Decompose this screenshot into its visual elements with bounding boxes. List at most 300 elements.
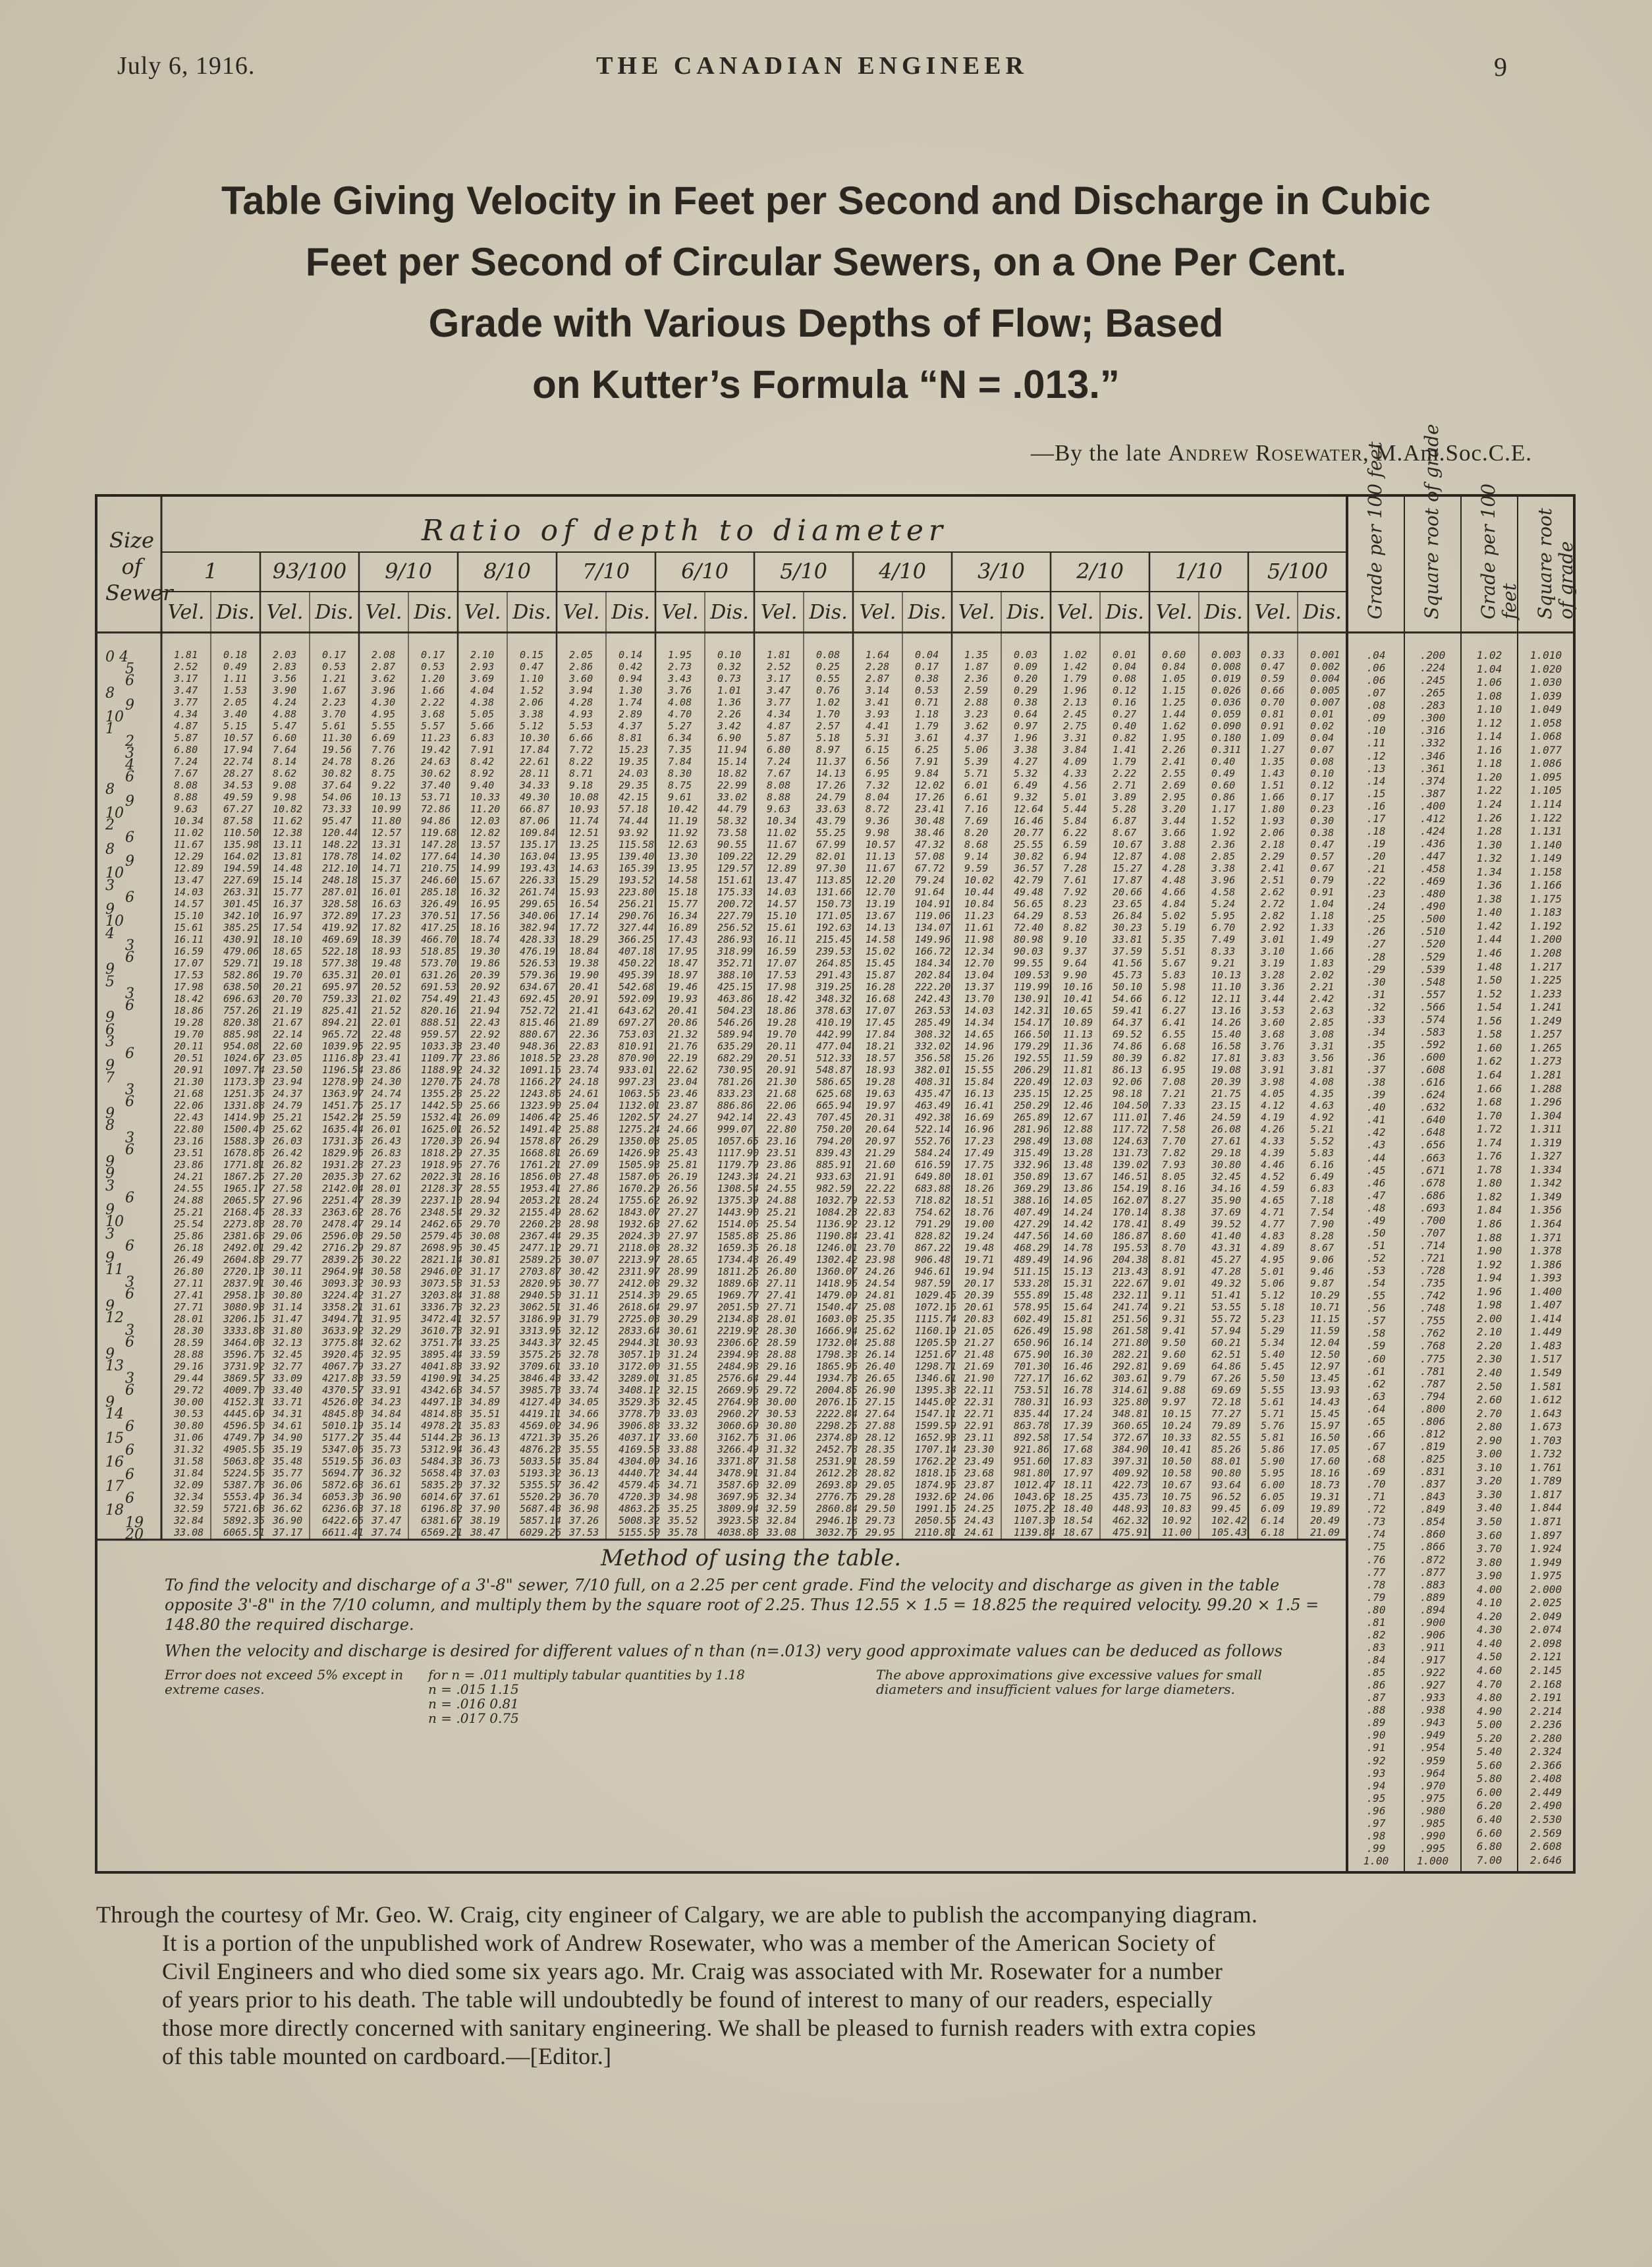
velocity-cell: 31.58	[767, 1455, 797, 1467]
discharge-cell: 30.23	[1113, 922, 1143, 934]
velocity-cell: 34.57	[470, 1384, 501, 1396]
discharge-cell: 0.090	[1211, 720, 1242, 732]
velocity-cell: 19.70	[767, 1028, 797, 1040]
sewer-size-label: 2	[125, 733, 134, 750]
discharge-cell: 49.32	[1211, 1277, 1242, 1289]
velocity-cell: 10.75	[1162, 1491, 1192, 1503]
velocity-cell: 7.64	[273, 744, 297, 756]
velocity-cell: 27.23	[372, 1159, 402, 1171]
velocity-cell: 20.39	[470, 969, 501, 981]
discharge-cell: 34.33	[520, 779, 550, 791]
velocity-cell: 20.41	[569, 981, 599, 993]
discharge-cell: 942.14	[717, 1111, 754, 1123]
discharge-cell: 23.15	[1211, 1100, 1242, 1111]
velocity-cell: 0.47	[1261, 661, 1285, 673]
velocity-cell: 25.46	[569, 1111, 599, 1123]
grade-value: .400	[1419, 799, 1446, 812]
velocity-cell: 4.95	[372, 708, 396, 720]
discharge-cell: 2128.37	[421, 1183, 463, 1194]
velocity-cell: 7.72	[569, 744, 593, 756]
velocity-cell: 24.66	[668, 1123, 698, 1135]
velocity-cell: 28.01	[372, 1183, 402, 1194]
velocity-cell: 28.59	[767, 1337, 797, 1349]
velocity-cell: 15.55	[964, 1064, 995, 1076]
discharge-cell: 2298.25	[816, 1420, 858, 1432]
grade-value: .707	[1419, 1226, 1446, 1239]
grade-value: 1.414	[1529, 1312, 1562, 1325]
discharge-cell: 193.43	[520, 862, 556, 874]
discharge-cell: 119.68	[421, 827, 457, 839]
grade-value: 1.817	[1529, 1488, 1562, 1501]
grade-value: 1.281	[1529, 1068, 1562, 1081]
sewer-size-label: 2	[105, 817, 115, 834]
grade-value: .300	[1419, 712, 1446, 725]
sewer-size-label: 9	[105, 1154, 115, 1171]
discharge-subheader: Dis.	[908, 601, 947, 624]
discharge-cell: 1931.28	[322, 1159, 364, 1171]
velocity-cell: 7.24	[767, 756, 791, 768]
discharge-cell: 1542.24	[322, 1111, 364, 1123]
velocity-cell: 24.06	[964, 1491, 995, 1503]
grade-value: 1.16	[1476, 743, 1502, 756]
velocity-cell: 35.83	[470, 1420, 501, 1432]
grade-value: 1.183	[1529, 906, 1562, 919]
grade-value: 1.38	[1476, 892, 1502, 905]
velocity-cell: 14.96	[1063, 1254, 1093, 1266]
grade-value: 1.08	[1476, 689, 1502, 702]
velocity-cell: 26.69	[569, 1147, 599, 1159]
discharge-cell: 57.08	[915, 851, 945, 862]
discharge-cell: 318.99	[717, 945, 754, 957]
grade-value: .88	[1366, 1704, 1386, 1717]
grade-value: .616	[1419, 1076, 1446, 1089]
discharge-cell: 1588.39	[223, 1135, 265, 1147]
discharge-cell: 8.67	[1113, 827, 1137, 839]
velocity-cell: 10.65	[1063, 1005, 1093, 1017]
velocity-cell: 29.50	[866, 1503, 896, 1515]
discharge-cell: 13.45	[1310, 1372, 1340, 1384]
velocity-cell: 6.80	[174, 744, 198, 756]
discharge-cell: 3186.99	[520, 1313, 562, 1325]
discharge-cell: 291.43	[816, 969, 852, 981]
velocity-cell: 2.52	[174, 661, 198, 673]
grade-value: 1.265	[1529, 1041, 1562, 1054]
velocity-cell: 23.51	[174, 1147, 204, 1159]
discharge-subheader: Dis.	[414, 601, 453, 624]
grade-value: .89	[1366, 1716, 1386, 1729]
velocity-cell: 5.34	[1261, 1337, 1285, 1349]
velocity-cell: 5.27	[668, 720, 692, 732]
velocity-cell: 14.57	[767, 898, 797, 910]
velocity-cell: 12.03	[1063, 1076, 1093, 1088]
grade-value: 4.00	[1476, 1582, 1502, 1596]
velocity-cell: 15.48	[1063, 1289, 1093, 1301]
discharge-cell: 3371.87	[717, 1455, 759, 1467]
velocity-cell: 27.71	[767, 1301, 797, 1313]
discharge-cell: 815.46	[520, 1017, 556, 1028]
velocity-cell: 1.87	[964, 661, 989, 673]
velocity-cell: 27.41	[174, 1289, 204, 1301]
discharge-cell: 3478.91	[717, 1467, 759, 1479]
discharge-cell: 894.21	[322, 1017, 358, 1028]
discharge-cell: 308.32	[915, 1028, 951, 1040]
grade-value: 1.32	[1476, 852, 1502, 865]
sewer-size-label: 6	[125, 1189, 134, 1206]
velocity-cell: 18.54	[1063, 1515, 1093, 1526]
discharge-cell: 241.74	[1113, 1301, 1149, 1313]
grade-value: 2.168	[1529, 1677, 1562, 1691]
discharge-cell: 8.81	[619, 732, 643, 744]
grade-value: .93	[1366, 1766, 1386, 1779]
discharge-cell: 906.48	[915, 1254, 951, 1266]
velocity-cell: 23.28	[569, 1052, 599, 1064]
velocity-cell: 28.01	[174, 1313, 204, 1325]
velocity-cell: 33.08	[767, 1526, 797, 1538]
velocity-cell: 3.20	[1162, 803, 1186, 815]
grade-value: .520	[1419, 938, 1446, 951]
velocity-cell: 26.03	[273, 1135, 303, 1147]
velocity-cell: 7.82	[1162, 1147, 1186, 1159]
discharge-cell: 0.04	[1310, 732, 1335, 744]
velocity-cell: 32.34	[767, 1491, 797, 1503]
grade-value: .74	[1366, 1528, 1386, 1541]
discharge-cell: 634.67	[520, 981, 556, 993]
discharge-cell: 206.29	[1014, 1064, 1050, 1076]
velocity-cell: 4.70	[668, 708, 692, 720]
velocity-cell: 3.19	[1261, 957, 1285, 969]
discharge-cell: 2.71	[1113, 779, 1137, 791]
velocity-cell: 3.90	[273, 685, 297, 696]
velocity-cell: 4.95	[1261, 1254, 1285, 1266]
velocity-cell: 2.83	[273, 661, 297, 673]
velocity-cell: 16.37	[273, 898, 303, 910]
discharge-cell: 1856.08	[520, 1171, 562, 1183]
grade-value: .64	[1366, 1402, 1386, 1415]
velocity-cell: 28.88	[767, 1349, 797, 1360]
grade-value: 4.20	[1476, 1609, 1502, 1623]
grade-value: 1.732	[1529, 1447, 1562, 1461]
velocity-cell: 2.41	[1162, 756, 1186, 768]
discharge-cell: 2168.46	[223, 1206, 265, 1218]
velocity-cell: 28.30	[174, 1325, 204, 1337]
discharge-cell: 428.33	[520, 934, 556, 945]
grade-value: 2.608	[1529, 1840, 1562, 1853]
discharge-cell: 2.42	[1310, 993, 1335, 1005]
velocity-cell: 16.69	[964, 1111, 995, 1123]
grade-value: 1.78	[1476, 1163, 1502, 1176]
discharge-cell: 51.41	[1211, 1289, 1242, 1301]
discharge-cell: 41.56	[1113, 957, 1143, 969]
discharge-cell: 542.68	[619, 981, 655, 993]
discharge-cell: 3.38	[520, 708, 544, 720]
velocity-cell: 6.59	[1063, 839, 1088, 851]
velocity-cell: 2.05	[569, 649, 593, 661]
grade-value: 1.761	[1529, 1461, 1562, 1474]
discharge-cell: 2776.75	[816, 1491, 858, 1503]
discharge-cell: 5835.20	[421, 1479, 463, 1491]
velocity-cell: 31.61	[372, 1301, 402, 1313]
velocity-cell: 6.95	[1162, 1064, 1186, 1076]
discharge-cell: 11.10	[1211, 981, 1242, 993]
velocity-cell: 26.80	[767, 1266, 797, 1277]
discharge-cell: 54.06	[322, 791, 352, 803]
velocity-cell: 13.86	[1063, 1183, 1093, 1194]
grade-value: .458	[1419, 862, 1446, 876]
discharge-cell: 2.23	[322, 696, 346, 708]
grade-value: .48	[1366, 1201, 1386, 1214]
discharge-cell: 820.16	[421, 1005, 457, 1017]
velocity-cell: 15.61	[174, 922, 204, 934]
discharge-cell: 135.98	[223, 839, 260, 851]
velocity-cell: 19.18	[273, 957, 303, 969]
velocity-cell: 8.08	[174, 779, 198, 791]
velocity-cell: 14.78	[1063, 1242, 1093, 1254]
discharge-cell: 4342.68	[421, 1384, 463, 1396]
discharge-cell: 388.10	[717, 969, 754, 981]
discharge-cell: 4579.45	[619, 1479, 661, 1491]
discharge-cell: 139.40	[619, 851, 655, 862]
discharge-cell: 1953.41	[520, 1183, 562, 1194]
velocity-cell: 33.08	[174, 1526, 204, 1538]
discharge-cell: 2065.57	[223, 1194, 265, 1206]
discharge-cell: 0.17	[915, 661, 939, 673]
velocity-cell: 11.80	[372, 815, 402, 827]
discharge-cell: 99.55	[1014, 957, 1044, 969]
grade-value: .265	[1419, 686, 1446, 700]
discharge-subheader: Dis.	[1204, 601, 1243, 624]
velocity-cell: 7.61	[1063, 874, 1088, 886]
discharge-cell: 2311.97	[619, 1266, 661, 1277]
velocity-cell: 21.76	[668, 1040, 698, 1052]
velocity-cell: 18.51	[964, 1194, 995, 1206]
grade-value: 1.844	[1529, 1501, 1562, 1515]
discharge-cell: 885.91	[816, 1159, 852, 1171]
discharge-cell: 1166.27	[520, 1076, 562, 1088]
velocity-cell: 15.87	[866, 969, 896, 981]
ratio-column-label: 8/10	[483, 559, 531, 584]
discharge-cell: 366.25	[619, 934, 655, 945]
sewer-size-label: 6	[125, 673, 134, 690]
discharge-cell: 0.08	[816, 649, 840, 661]
velocity-cell: 3.69	[470, 673, 495, 685]
velocity-cell: 31.80	[273, 1325, 303, 1337]
discharge-cell: 0.004	[1310, 673, 1340, 685]
discharge-cell: 19.56	[322, 744, 352, 756]
discharge-cell: 11.30	[322, 732, 352, 744]
velocity-cell: 7.08	[1162, 1076, 1186, 1088]
velocity-cell: 4.39	[1261, 1147, 1285, 1159]
discharge-cell: 5.24	[1211, 898, 1236, 910]
velocity-cell: 5.71	[964, 768, 989, 779]
velocity-cell: 16.63	[372, 898, 402, 910]
velocity-cell: 10.02	[964, 874, 995, 886]
grade-value: 1.058	[1529, 716, 1562, 729]
velocity-cell: 6.66	[569, 732, 593, 744]
discharge-cell: 235.15	[1014, 1088, 1050, 1100]
velocity-cell: 25.81	[668, 1159, 698, 1171]
velocity-cell: 23.05	[273, 1052, 303, 1064]
discharge-cell: 1479.09	[816, 1289, 858, 1301]
discharge-cell: 7.90	[1310, 1218, 1335, 1230]
discharge-cell: 3333.88	[223, 1325, 265, 1337]
velocity-cell: 20.39	[964, 1289, 995, 1301]
velocity-cell: 4.38	[470, 696, 495, 708]
discharge-cell: 3224.42	[322, 1289, 364, 1301]
grade-value: .768	[1419, 1339, 1446, 1353]
velocity-cell: 20.41	[668, 1005, 698, 1017]
discharge-cell: 33.63	[816, 803, 846, 815]
velocity-cell: 3.47	[767, 685, 791, 696]
velocity-cell: 34.23	[372, 1396, 402, 1408]
grade-value: 1.68	[1476, 1096, 1502, 1109]
velocity-cell: 22.83	[569, 1040, 599, 1052]
discharge-cell: 1039.95	[322, 1040, 364, 1052]
discharge-cell: 2004.85	[816, 1384, 858, 1396]
discharge-cell: 350.89	[1014, 1171, 1050, 1183]
discharge-cell: 753.51	[1014, 1384, 1050, 1396]
velocity-cell: 36.73	[470, 1455, 501, 1467]
velocity-cell: 6.18	[1261, 1526, 1285, 1538]
discharge-cell: 2374.89	[816, 1432, 858, 1443]
velocity-cell: 8.04	[866, 791, 890, 803]
discharge-cell: 1443.90	[717, 1206, 759, 1218]
discharge-cell: 4.08	[1310, 1076, 1335, 1088]
grade-value: .98	[1366, 1829, 1386, 1842]
discharge-cell: 282.21	[1113, 1349, 1149, 1360]
velocity-cell: 29.14	[372, 1218, 402, 1230]
velocity-cell: 4.28	[1162, 862, 1186, 874]
discharge-cell: 4370.57	[322, 1384, 364, 1396]
discharge-cell: 332.96	[1014, 1159, 1050, 1171]
velocity-cell: 18.97	[668, 969, 698, 981]
method-of-using-table	[165, 1545, 1337, 1747]
grade-value: 1.010	[1529, 649, 1562, 661]
grade-value: .94	[1366, 1779, 1386, 1792]
velocity-cell: 11.92	[668, 827, 698, 839]
velocity-cell: 19.90	[569, 969, 599, 981]
sewer-size-label: 0 4	[105, 649, 128, 665]
grade-value: .58	[1366, 1327, 1386, 1340]
discharge-cell: 135.17	[520, 839, 556, 851]
velocity-cell: 28.98	[569, 1218, 599, 1230]
velocity-cell: 2.92	[1261, 922, 1285, 934]
discharge-cell: 750.20	[816, 1123, 852, 1135]
grade-value: 3.90	[1476, 1569, 1502, 1582]
discharge-cell: 4720.30	[619, 1491, 661, 1503]
grade-value: 1.00	[1363, 1855, 1389, 1867]
discharge-cell: 3596.76	[223, 1349, 265, 1360]
velocity-cell: 2.62	[1261, 886, 1285, 898]
discharge-cell: 222.67	[1113, 1277, 1149, 1289]
discharge-cell: 435.73	[1113, 1491, 1149, 1503]
discharge-cell: 3.70	[322, 708, 346, 720]
velocity-cell: 12.25	[1063, 1088, 1093, 1100]
discharge-cell: 8.33	[1211, 945, 1236, 957]
grade-value: 1.549	[1529, 1366, 1562, 1379]
discharge-cell: 6611.41	[322, 1526, 364, 1538]
velocity-cell: 5.86	[1261, 1443, 1285, 1455]
grade-value: .28	[1366, 950, 1386, 963]
discharge-cell: 369.29	[1014, 1183, 1050, 1194]
discharge-cell: 1.79	[1113, 756, 1137, 768]
grade-value: .332	[1419, 737, 1446, 750]
discharge-cell: 42.79	[1014, 874, 1044, 886]
grade-value: .84	[1366, 1654, 1386, 1666]
velocity-cell: 37.90	[470, 1503, 501, 1515]
discharge-cell: 635.29	[717, 1040, 754, 1052]
grade-value: 1.22	[1476, 784, 1502, 797]
discharge-subheader: Dis.	[512, 601, 551, 624]
velocity-cell: 4.66	[1162, 886, 1186, 898]
discharge-cell: 6.87	[1113, 815, 1137, 827]
velocity-cell: 1.43	[1261, 768, 1285, 779]
title-line-1: Table Giving Velocity in Feet per Second and Discharge in Cubic	[221, 179, 1431, 223]
grade-value: .40	[1366, 1101, 1386, 1114]
discharge-cell: 67.99	[816, 839, 846, 851]
discharge-cell: 3869.57	[223, 1372, 265, 1384]
velocity-cell: 4.33	[1261, 1135, 1285, 1147]
velocity-cell: 10.93	[569, 803, 599, 815]
velocity-cell: 6.61	[964, 791, 989, 803]
discharge-cell: 2367.44	[520, 1230, 562, 1242]
grade-value: .678	[1419, 1176, 1446, 1189]
velocity-cell: 7.33	[1162, 1100, 1186, 1111]
velocity-cell: 18.29	[569, 934, 599, 945]
velocity-cell: 5.84	[1063, 815, 1088, 827]
velocity-cell: 25.35	[866, 1313, 896, 1325]
discharge-cell: 1084.23	[816, 1206, 858, 1218]
velocity-cell: 3.23	[964, 708, 989, 720]
grade-value: 2.214	[1529, 1704, 1562, 1718]
grade-value: 1.122	[1529, 811, 1562, 824]
discharge-cell: 43.31	[1211, 1242, 1242, 1254]
velocity-cell: 26.18	[767, 1242, 797, 1254]
discharge-cell: 1.20	[421, 673, 445, 685]
discharge-cell: 67.26	[1211, 1372, 1242, 1384]
velocity-cell: 24.74	[372, 1088, 402, 1100]
velocity-cell: 20.97	[866, 1135, 896, 1147]
velocity-cell: 30.77	[569, 1277, 599, 1289]
velocity-cell: 28.01	[767, 1313, 797, 1325]
discharge-cell: 3920.46	[322, 1349, 364, 1360]
discharge-cell: 997.23	[619, 1076, 655, 1088]
velocity-cell: 3.76	[1261, 1040, 1285, 1052]
velocity-cell: 23.51	[767, 1147, 797, 1159]
discharge-cell: 828.82	[915, 1230, 951, 1242]
velocity-cell: 21.91	[866, 1171, 896, 1183]
discharge-cell: 4863.25	[619, 1503, 661, 1515]
velocity-cell: 38.47	[470, 1526, 501, 1538]
grade-value: 5.20	[1476, 1731, 1502, 1745]
grade-value: .866	[1419, 1540, 1446, 1553]
velocity-cell: 26.92	[668, 1194, 698, 1206]
grade-value: 1.643	[1529, 1407, 1562, 1420]
velocity-cell: 8.05	[1162, 1171, 1186, 1183]
discharge-cell: 1.30	[619, 685, 643, 696]
discharge-cell: 12.97	[1310, 1360, 1340, 1372]
discharge-cell: 10.30	[520, 732, 550, 744]
velocity-cell: 14.02	[372, 851, 402, 862]
grade-value: .14	[1366, 774, 1386, 787]
velocity-cell: 4.46	[1261, 1159, 1285, 1171]
grade-value: 2.70	[1476, 1407, 1502, 1420]
discharge-cell: 0.47	[520, 661, 544, 673]
grade-value: .26	[1366, 925, 1386, 938]
velocity-cell: 12.89	[767, 862, 797, 874]
velocity-cell: 9.01	[1162, 1277, 1186, 1289]
grade-value: 1.40	[1476, 906, 1502, 919]
discharge-cell: 408.31	[915, 1076, 951, 1088]
